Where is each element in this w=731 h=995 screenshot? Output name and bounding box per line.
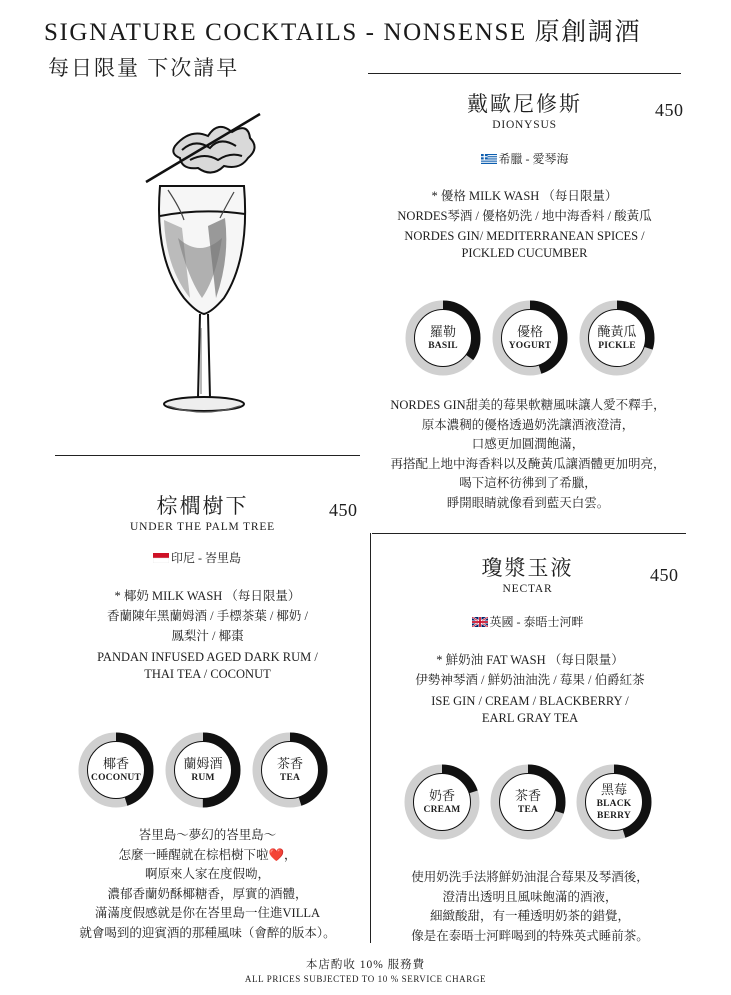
cocktail-name-zh: 棕櫚樹下 (156, 494, 249, 518)
origin-text: 印尼 - 峇里島 (171, 551, 241, 565)
ingredients-en-line: ISE GIN / CREAM / BLACKBERRY / (431, 694, 629, 708)
flavor-ring (252, 732, 328, 808)
footer (0, 956, 731, 984)
uk-flag-icon (472, 616, 488, 626)
ingredients-en-line: PANDAN INFUSED AGED DARK RUM / (97, 650, 318, 664)
cocktail-price: 450 (329, 500, 358, 520)
cocktail-dionysus (368, 88, 681, 131)
description-line: 口感更加圓潤飽滿， (471, 437, 585, 451)
cocktail-nectar (380, 552, 675, 595)
greece-flag-icon (481, 153, 497, 163)
description-line: 喝下這杯彷彿到了希臘， (459, 476, 597, 490)
cocktail-name-zh: 瓊漿玉液 (481, 556, 574, 580)
flavor-zh: 奶香 (428, 788, 455, 803)
flavor-en: CREAM (423, 805, 461, 815)
flavor-en: BLACK BERRY (596, 799, 632, 821)
description-line: 就會喝到的迎賓酒的那種風味（會醉的版本）。 (79, 925, 336, 940)
cocktail-recipe (368, 186, 681, 262)
description-line: 怎麼一睡醒就在棕梠樹下啦❤️， (118, 847, 297, 862)
menu-title: SIGNATURE COCKTAILS - NONSENSE 原創調酒 (44, 19, 642, 46)
cocktail-name-zh: 戴歐尼修斯 (467, 92, 582, 116)
cocktail-recipe (372, 650, 688, 727)
flavor-zh: 優格 (516, 324, 543, 339)
description-line: 峇里島～夢幻的峇里島～ (138, 828, 277, 842)
flavor-en: COCONUT (91, 773, 141, 783)
description-line: 細緻酸甜，有一種透明奶茶的錯覺， (429, 909, 630, 923)
cocktail-origin (153, 549, 241, 566)
flavor-zh: 椰香 (102, 756, 129, 771)
flavor-ring (78, 732, 154, 808)
section-divider (372, 533, 686, 534)
cocktail-glass-illustration (120, 108, 280, 426)
cocktail-name-en: UNDER THE PALM TREE (129, 521, 275, 533)
flavor-en: RUM (191, 773, 215, 783)
wash-note: * 椰奶 MILK WASH （每日限量） (114, 589, 301, 603)
origin-text: 希臘 - 愛琴海 (498, 152, 569, 166)
cocktail-origin (368, 150, 681, 167)
ingredients-zh-line: 香蘭陳年黑蘭姆酒 / 手標茶葉 / 椰奶 / (106, 609, 309, 623)
menu-subtitle: 每日限量 下次請早 (48, 56, 240, 80)
flavor-en: BASIL (428, 341, 458, 351)
cocktail-price: 450 (655, 100, 684, 120)
header-divider (368, 73, 681, 74)
flavor-en: YOGURT (508, 341, 552, 351)
ingredients-en-line: EARL GRAY TEA (481, 711, 579, 725)
ingredients-zh: 伊勢神琴酒 / 鮮奶油油洗 / 莓果 / 伯爵紅茶 (415, 673, 645, 687)
ingredients-en-line: NORDES GIN/ MEDITERRANEAN SPICES / (404, 229, 645, 243)
service-charge-note-zh: 本店酌收 10% 服務費 (305, 959, 426, 971)
description-line: 濃郁香蘭奶酥椰糖香，厚實的酒體， (107, 886, 308, 901)
flavor-zh: 羅勒 (429, 324, 456, 339)
cocktail-price: 450 (650, 565, 679, 585)
description-line: 再搭配上地中海香料以及醃黃瓜讓酒體更加明亮， (390, 456, 666, 471)
flavor-zh: 醃黃瓜 (597, 324, 637, 339)
cocktail-under-the-palm-tree (60, 490, 345, 533)
cocktail-recipe (55, 586, 360, 683)
flavor-zh: 茶香 (514, 788, 541, 803)
description-line: 使用奶洗手法將鮮奶油混合莓果及琴酒後， (411, 870, 649, 884)
section-divider (55, 455, 360, 456)
flavor-ring (165, 732, 241, 808)
flavor-en: PICKLE (598, 341, 636, 351)
description-line: NORDES GIN甜美的莓果軟糖風味讓人愛不釋手， (390, 398, 666, 412)
flavor-ring (579, 300, 655, 376)
wash-note: * 鮮奶油 FAT WASH （每日限量） (436, 653, 624, 667)
ingredients-zh-line: 鳳梨汁 / 椰棗 (171, 629, 244, 643)
cocktail-name-en: DIONYSUS (492, 119, 557, 131)
description-line: 像是在泰晤士河畔喝到的特殊英式睡前茶。 (411, 928, 649, 943)
flavor-ring (490, 764, 566, 840)
cocktail-description (372, 868, 688, 946)
description-line: 啊原來人家在度假呦， (144, 867, 270, 881)
origin-text: 英國 - 泰晤士河畔 (489, 615, 584, 629)
flavor-ring (404, 764, 480, 840)
flavor-zh: 蘭姆酒 (183, 756, 223, 771)
cocktail-name-en: NECTAR (502, 583, 553, 595)
wash-note: * 優格 MILK WASH （每日限量） (431, 189, 618, 203)
service-charge-note-en: ALL PRICES SUBJECTED TO 10 % SERVICE CHARGE (244, 974, 487, 984)
description-line: 澄清出透明且風味飽滿的酒液， (442, 889, 618, 904)
flavor-zh: 茶香 (276, 756, 303, 771)
flavor-ring (576, 764, 652, 840)
ingredients-en-line: PICKLED CUCUMBER (461, 246, 588, 260)
cocktail-origin (380, 613, 675, 630)
description-line: 原本濃稠的優格透過奶洗讓酒液澄清， (421, 417, 635, 432)
description-line: 睜開眼睛就像看到藍天白雲。 (446, 495, 610, 510)
indonesia-flag-icon (153, 552, 169, 562)
cocktail-description (368, 396, 688, 513)
ingredients-zh: NORDES琴酒 / 優格奶洗 / 地中海香料 / 酸黃瓜 (397, 209, 652, 223)
ingredients-en-line: THAI TEA / COCONUT (144, 667, 271, 681)
flavor-en: TEA (279, 773, 301, 783)
description-line: 滿滿度假感就是你在峇里島一住進VILLA (95, 906, 320, 920)
flavor-en: TEA (517, 805, 539, 815)
flavor-ring (405, 300, 481, 376)
cocktail-description (40, 826, 375, 943)
flavor-ring (492, 300, 568, 376)
flavor-zh: 黑莓 (600, 782, 627, 797)
